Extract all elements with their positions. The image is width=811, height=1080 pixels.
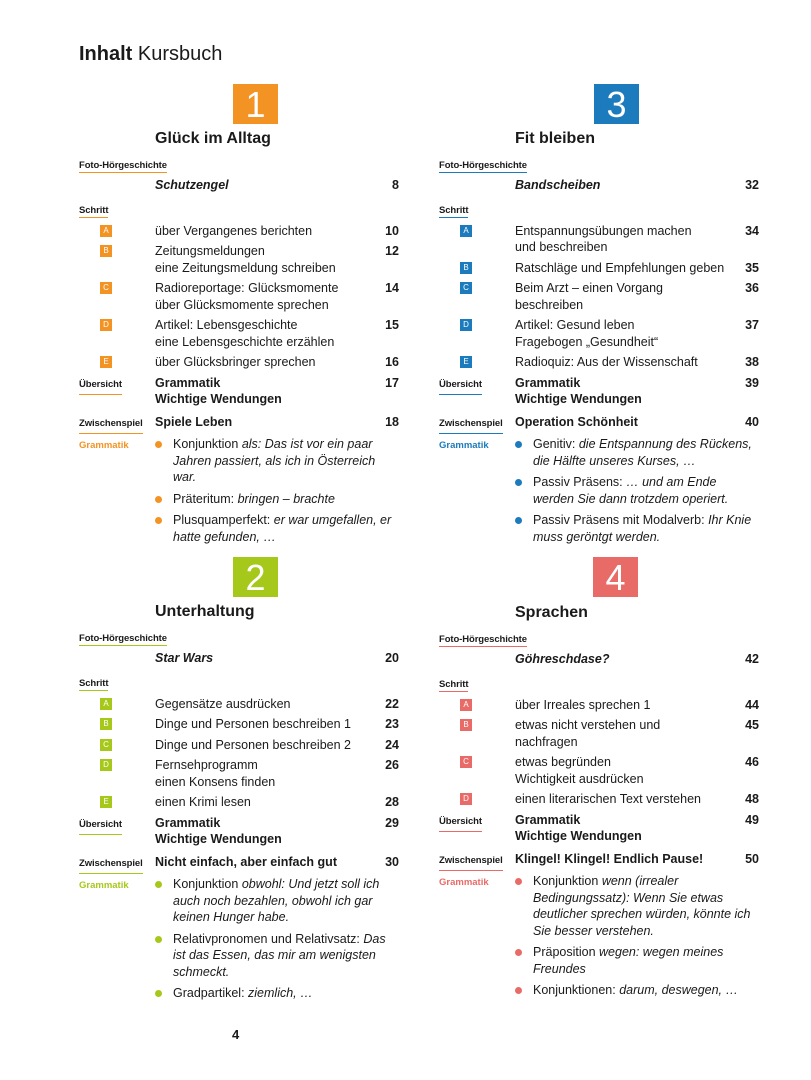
grammar-row xyxy=(439,474,759,507)
step-letter-badge: B xyxy=(100,245,112,257)
schritt-label: Schritt xyxy=(439,678,469,690)
foto-section xyxy=(439,155,759,173)
unit-4 xyxy=(439,557,759,999)
grammar-term: Genitiv: xyxy=(533,437,579,451)
foto-page: 42 xyxy=(745,652,759,666)
bullet-dot-icon xyxy=(515,517,522,524)
step-row[interactable] xyxy=(79,223,399,240)
step-text: über Vergangenes berichten xyxy=(155,223,313,238)
grammar-term: Konjunktion xyxy=(173,437,242,451)
step-text: Dinge und Personen beschreiben 1 xyxy=(155,717,351,731)
schritt-label: Schritt xyxy=(79,677,109,689)
grammar-term: Gradpartikel: xyxy=(173,986,249,1000)
unit-number-badge: 1 xyxy=(233,84,278,124)
schritt-section xyxy=(439,200,759,218)
bullet-dot-icon xyxy=(155,881,162,888)
step-row[interactable] xyxy=(439,260,759,277)
zwischenspiel-title: Klingel! Klingel! Endlich Pause! xyxy=(515,851,704,866)
foto-page: 32 xyxy=(745,178,759,192)
row-gutter xyxy=(439,873,515,892)
grammar-item xyxy=(515,474,759,507)
grammar-item xyxy=(515,436,759,469)
uebersicht-line-2: Wichtige Wendungen xyxy=(515,392,642,406)
step-page: 45 xyxy=(745,718,759,732)
step-page: 28 xyxy=(385,795,399,809)
page-title-bold: Inhalt xyxy=(79,43,133,65)
zwischenspiel-page: 40 xyxy=(745,414,759,429)
foto-row[interactable] xyxy=(439,651,759,668)
foto-title: Star Wars xyxy=(155,651,214,665)
step-letter-badge: C xyxy=(460,282,472,294)
grammar-item xyxy=(515,982,759,999)
zwischenspiel-page: 50 xyxy=(745,851,759,866)
step-page: 23 xyxy=(385,717,399,731)
step-letter-badge: A xyxy=(460,699,472,711)
grammar-row xyxy=(439,436,759,469)
step-page: 37 xyxy=(745,318,759,332)
uebersicht-line-1: Grammatik xyxy=(155,375,221,390)
zwischenspiel-label: Zwischenspiel xyxy=(79,856,143,875)
grammar-term: Konjunktion xyxy=(173,877,242,891)
unit-1 xyxy=(79,84,399,545)
bullet-dot-icon xyxy=(155,441,162,448)
grammar-term: Präposition xyxy=(533,945,600,959)
zwischenspiel-row[interactable] xyxy=(439,414,759,435)
grammar-row xyxy=(439,944,759,977)
step-page: 38 xyxy=(745,355,759,369)
foto-label: Foto-Hörgeschichte xyxy=(79,160,167,171)
grammar-example-rest: : Das ist vor ein paar Jahren passiert, als ich in Österreich war. xyxy=(173,437,376,484)
uebersicht-text xyxy=(155,815,370,848)
step-letter-badge: E xyxy=(460,356,472,368)
grammar-row xyxy=(79,491,399,508)
grammar-example: als xyxy=(241,437,258,451)
unit-number-badge: 2 xyxy=(233,557,278,597)
step-text: etwas begründen Wichtigkeit ausdrücken xyxy=(515,755,644,786)
step-text: Ratschläge und Empfehlungen geben xyxy=(515,260,725,275)
grammar-term: Präteritum: xyxy=(173,491,238,506)
step-page: 12 xyxy=(385,244,399,258)
step-page: 10 xyxy=(385,223,399,238)
row-gutter xyxy=(79,414,155,435)
grammar-row xyxy=(439,512,759,545)
step-text: über Glücksbringer sprechen xyxy=(155,355,316,369)
step-page: 26 xyxy=(385,758,399,772)
grammar-row xyxy=(79,985,399,1002)
step-text: einen Krimi lesen xyxy=(155,795,251,809)
step-row[interactable] xyxy=(79,716,399,733)
foto-section xyxy=(79,628,399,646)
step-letter-badge: A xyxy=(100,225,112,237)
uebersicht-row[interactable] xyxy=(439,375,759,408)
grammar-item xyxy=(515,873,759,939)
grammar-row xyxy=(439,982,759,999)
grammar-item xyxy=(155,512,399,545)
row-gutter xyxy=(79,815,155,836)
grammar-term: Passiv Präsens: xyxy=(533,475,627,489)
step-text: Dinge und Personen beschreiben 2 xyxy=(155,737,351,752)
uebersicht-row[interactable] xyxy=(79,375,399,408)
grammar-item xyxy=(515,512,759,545)
grammar-row xyxy=(79,436,399,486)
uebersicht-text xyxy=(515,375,730,408)
grammar-example: Ihr Knie muss geröntgt werden. xyxy=(533,513,752,544)
foto-page: 8 xyxy=(392,178,399,192)
step-letter-badge: C xyxy=(100,282,112,294)
zwischenspiel-label: Zwischenspiel xyxy=(439,853,503,872)
bullet-dot-icon xyxy=(515,987,522,994)
grammar-example: ziemlich, … xyxy=(248,986,313,1000)
step-row[interactable] xyxy=(439,791,759,808)
step-row[interactable] xyxy=(79,243,399,276)
foto-label: Foto-Hörgeschichte xyxy=(439,634,527,645)
foto-row[interactable] xyxy=(79,650,399,667)
zwischenspiel-row[interactable] xyxy=(79,414,399,435)
grammar-example: … und am Ende werden Sie dann trotzdem operiert. xyxy=(533,475,729,506)
grammar-item xyxy=(515,944,759,977)
grammar-example: obwohl: Und jetzt soll ich auch noch bezahlen, obwohl ich gar keinen Hunger habe. xyxy=(173,877,380,924)
unit-title[interactable]: Glück im Alltag xyxy=(155,130,271,147)
uebersicht-label: Übersicht xyxy=(79,377,122,396)
step-page: 22 xyxy=(385,696,399,711)
uebersicht-page: 29 xyxy=(385,815,399,830)
row-gutter xyxy=(439,375,515,396)
bullet-dot-icon xyxy=(515,878,522,885)
uebersicht-line-1: Grammatik xyxy=(155,815,221,830)
grammar-term: Passiv Präsens mit Modalverb: xyxy=(533,513,709,527)
grammar-example: die Entspannung des Rückens, die Hälfte unseres Kurses, … xyxy=(533,437,752,468)
bullet-dot-icon xyxy=(155,990,162,997)
grammar-item xyxy=(155,876,399,926)
step-page: 15 xyxy=(385,318,399,332)
step-page: 24 xyxy=(385,737,399,752)
row-gutter xyxy=(79,854,155,875)
step-text: etwas nicht verstehen und nachfragen xyxy=(515,718,661,749)
foto-title: Schutzengel xyxy=(155,178,229,192)
step-letter-badge: B xyxy=(100,718,112,730)
foto-title: Göhreschdase? xyxy=(515,652,610,666)
row-gutter xyxy=(79,375,155,396)
step-row[interactable] xyxy=(439,717,759,750)
unit-3 xyxy=(439,84,759,545)
row-gutter xyxy=(439,812,515,833)
step-text: Artikel: Gesund leben Fragebogen „Gesundheit“ xyxy=(515,318,659,349)
row-gutter xyxy=(439,851,515,872)
uebersicht-row[interactable] xyxy=(439,812,759,845)
zwischenspiel-label: Zwischenspiel xyxy=(439,416,503,435)
bullet-dot-icon xyxy=(515,949,522,956)
bullet-dot-icon xyxy=(515,479,522,486)
step-letter-badge: D xyxy=(460,319,472,331)
uebersicht-text xyxy=(515,812,730,845)
uebersicht-line-2: Wichtige Wendungen xyxy=(155,392,282,406)
step-letter-badge: D xyxy=(460,793,472,805)
step-page: 34 xyxy=(745,223,759,238)
page-title xyxy=(79,42,222,66)
zwischenspiel-title: Nicht einfach, aber einfach gut xyxy=(155,854,337,869)
step-letter-badge: D xyxy=(100,759,112,771)
zwischenspiel-row[interactable] xyxy=(439,851,759,872)
step-text: Zeitungsmeldungen eine Zeitungsmeldung schreiben xyxy=(155,244,336,275)
uebersicht-page: 49 xyxy=(745,812,759,827)
grammar-example: darum, deswegen, … xyxy=(619,983,738,997)
grammar-example: er war umgefallen, er hatte gefunden, … xyxy=(173,513,392,544)
step-page: 14 xyxy=(385,281,399,295)
step-text: Gegensätze ausdrücken xyxy=(155,696,291,711)
uebersicht-line-1: Grammatik xyxy=(515,812,581,827)
step-letter-badge: E xyxy=(100,356,112,368)
zwischenspiel-page: 18 xyxy=(385,414,399,429)
bullet-dot-icon xyxy=(155,936,162,943)
unit-number-badge: 3 xyxy=(594,84,639,124)
step-row[interactable] xyxy=(79,737,399,754)
row-gutter xyxy=(439,414,515,435)
step-letter-badge: C xyxy=(460,756,472,768)
foto-row[interactable] xyxy=(439,177,759,194)
unit-title[interactable]: Unterhaltung xyxy=(155,603,255,620)
step-letter-badge: E xyxy=(100,796,112,808)
grammatik-label: Grammatik xyxy=(439,440,489,451)
unit-title[interactable]: Sprachen xyxy=(515,604,588,621)
step-row[interactable] xyxy=(79,696,399,713)
step-page: 35 xyxy=(745,260,759,275)
bullet-dot-icon xyxy=(155,517,162,524)
grammar-row xyxy=(79,931,399,981)
unit-title[interactable]: Fit bleiben xyxy=(515,130,595,147)
step-row[interactable] xyxy=(79,280,399,313)
grammar-row xyxy=(79,876,399,926)
unit-number-badge: 4 xyxy=(593,557,638,597)
step-row[interactable] xyxy=(439,280,759,313)
uebersicht-text xyxy=(155,375,370,408)
grammar-item xyxy=(155,491,399,508)
grammatik-label: Grammatik xyxy=(439,877,489,888)
uebersicht-row[interactable] xyxy=(79,815,399,848)
foto-section xyxy=(79,155,399,173)
schritt-label: Schritt xyxy=(79,204,109,216)
step-text: Fernsehprogramm einen Konsens finden xyxy=(155,758,276,789)
schritt-label: Schritt xyxy=(439,204,469,216)
grammar-row xyxy=(79,512,399,545)
step-row[interactable] xyxy=(79,317,399,350)
uebersicht-line-2: Wichtige Wendungen xyxy=(515,829,642,843)
row-gutter xyxy=(439,436,515,455)
grammar-term: Konjunktion xyxy=(533,874,602,888)
schritt-section xyxy=(79,673,399,691)
grammar-item xyxy=(155,931,399,981)
step-text: Entspannungsübungen machen und beschreiben xyxy=(515,223,692,254)
foto-label: Foto-Hörgeschichte xyxy=(439,160,527,171)
step-row[interactable] xyxy=(439,754,759,787)
foto-section xyxy=(439,629,759,647)
step-row[interactable] xyxy=(439,697,759,714)
schritt-section xyxy=(439,674,759,692)
step-row[interactable] xyxy=(79,354,399,371)
bullet-dot-icon xyxy=(155,496,162,503)
grammar-term: Plusquamperfekt: xyxy=(173,513,274,527)
step-letter-badge: A xyxy=(460,225,472,237)
step-text: über Irreales sprechen 1 xyxy=(515,697,651,712)
step-page: 36 xyxy=(745,281,759,295)
uebersicht-label: Übersicht xyxy=(439,377,482,396)
uebersicht-line-2: Wichtige Wendungen xyxy=(155,832,282,846)
foto-title: Bandscheiben xyxy=(515,178,601,192)
uebersicht-page: 17 xyxy=(385,375,399,390)
step-text: Radioquiz: Aus der Wissenschaft xyxy=(515,355,698,369)
row-gutter xyxy=(79,436,155,455)
grammar-example: bringen – brachte xyxy=(237,491,335,506)
step-page: 16 xyxy=(385,355,399,369)
grammar-row xyxy=(439,873,759,939)
row-gutter xyxy=(79,876,155,895)
page-number: 4 xyxy=(232,1027,240,1042)
unit-2 xyxy=(79,557,399,1002)
step-page: 44 xyxy=(745,697,759,712)
grammar-item xyxy=(155,436,399,486)
step-letter-badge: B xyxy=(460,262,472,274)
zwischenspiel-row[interactable] xyxy=(79,854,399,875)
step-letter-badge: B xyxy=(460,719,472,731)
grammar-term: Konjunktionen: xyxy=(533,983,620,997)
grammar-example: Das ist das Essen, das mir am wenigsten schmeckt. xyxy=(173,931,386,979)
zwischenspiel-label: Zwischenspiel xyxy=(79,416,143,435)
step-letter-badge: A xyxy=(100,698,112,710)
step-letter-badge: C xyxy=(100,739,112,751)
foto-row[interactable] xyxy=(79,177,399,194)
step-row[interactable] xyxy=(439,223,759,256)
page-title-rest: Kursbuch xyxy=(132,43,223,65)
zwischenspiel-title: Spiele Leben xyxy=(155,414,233,429)
step-row[interactable] xyxy=(439,354,759,371)
step-letter-badge: D xyxy=(100,319,112,331)
uebersicht-label: Übersicht xyxy=(79,817,122,836)
foto-label: Foto-Hörgeschichte xyxy=(79,633,167,644)
step-text: Beim Arzt – einen Vorgang beschreiben xyxy=(515,281,664,312)
bullet-dot-icon xyxy=(515,441,522,448)
step-page: 46 xyxy=(745,755,759,769)
grammar-item xyxy=(155,985,399,1002)
uebersicht-line-1: Grammatik xyxy=(515,375,581,390)
step-text: Radioreportage: Glücksmomente über Glücksmomente sprechen xyxy=(155,281,339,312)
uebersicht-page: 39 xyxy=(745,375,759,390)
step-text: Artikel: Lebensgeschichte eine Lebensgeschichte erzählen xyxy=(155,318,335,349)
step-page: 48 xyxy=(745,792,759,806)
schritt-section xyxy=(79,200,399,218)
step-text: einen literarischen Text verstehen xyxy=(515,792,701,806)
grammar-term: Relativpronomen und Relativsatz: xyxy=(173,931,364,946)
grammar-example-rest: (irrealer Bedingungssatz): Wenn Sie etwas deutlicher sprechen würden, könnte ich Sie besser verstehen. xyxy=(533,874,751,938)
zwischenspiel-title: Operation Schönheit xyxy=(515,414,638,429)
grammar-example: wenn xyxy=(601,874,632,888)
grammatik-label: Grammatik xyxy=(79,880,129,891)
step-row[interactable] xyxy=(79,757,399,790)
zwischenspiel-page: 30 xyxy=(385,854,399,869)
step-row[interactable] xyxy=(79,794,399,811)
uebersicht-label: Übersicht xyxy=(439,814,482,833)
step-row[interactable] xyxy=(439,317,759,350)
foto-page: 20 xyxy=(385,651,399,665)
grammar-example: wegen: wegen meines Freundes xyxy=(533,945,724,976)
grammatik-label: Grammatik xyxy=(79,440,129,451)
